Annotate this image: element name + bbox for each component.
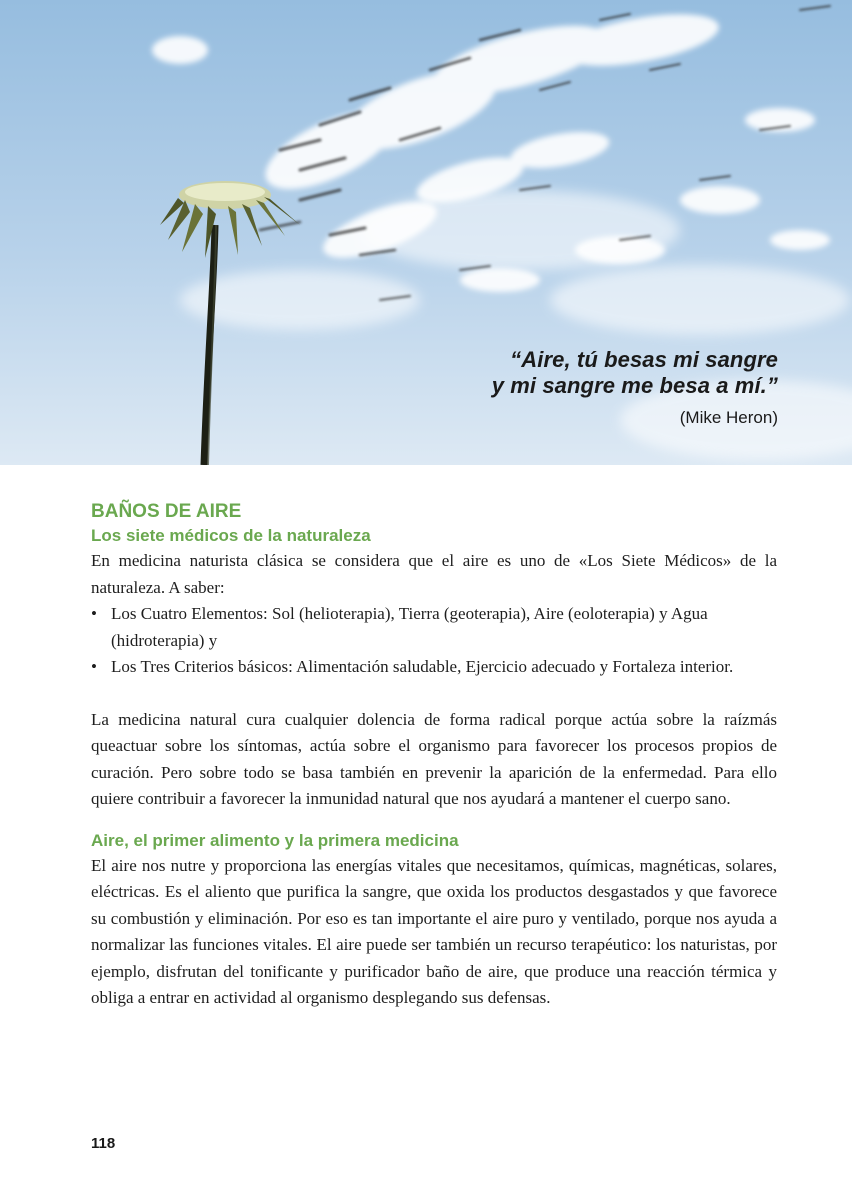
bullet-icon: • — [91, 604, 97, 623]
quote-line-1: “Aire, tú besas mi sangre — [510, 347, 778, 372]
list-item-text: Alimentación saludable, Ejercicio adecuado y Fortaleza interior. — [292, 657, 734, 676]
epigraph-quote — [492, 347, 778, 429]
hero-image — [0, 0, 852, 465]
elements-list — [91, 601, 777, 681]
subtitle-air-first-food: Aire, el primer alimento y la primera medicina — [91, 830, 459, 850]
list-item-term: Los Tres Criterios básicos: — [111, 657, 293, 676]
list-item — [91, 654, 777, 681]
air-paragraph: El aire nos nutre y proporciona las energías vitales que necesitamos, químicas, magnéticas, solares, eléctricas. Es el aliento que purifica la sangre, que oxida los productos desgastados y que favorece su combustión y eliminación. Por eso es tan importante el aire puro y ventilado, porque nos ayuda a normalizar las funciones vitales. El aire puede ser también un recurso terapéutico: los naturistas, por ejemplo, disfrutan del tonificante y purificador baño de aire, que produce una reacción térmica y obliga a entrar en actividad al organismo desplegando sus defensas. — [91, 855, 777, 1007]
section-title: BAÑOS DE AIRE — [91, 501, 242, 522]
list-item — [91, 601, 777, 654]
page-number: 118 — [91, 1135, 116, 1152]
intro-paragraph: En medicina naturista clásica se considera que el aire es uno de «Los Siete Médicos» de la naturaleza. A saber: — [91, 551, 777, 597]
natural-medicine-paragraph: La medicina natural cura cualquier dolencia de forma radical porque actúa sobre la raízmás queactuar sobre los síntomas, actúa sobre el organismo para favorecer los procesos propios de curación. Pero sobre todo se basa también en prevenir la aparición de la enfermedad. Para ello quiere contribuir a favorecer la inmunidad natural que nos ayudará a mantener el cuerpo sano. — [91, 709, 777, 808]
bullet-icon: • — [91, 657, 97, 676]
list-item-term: Los Cuatro Elementos: — [111, 604, 268, 623]
list-item-text: Sol (helioterapia), Tierra (geoterapia), Aire (eoloterapia) y Agua (hidroterapia) y — [111, 604, 708, 650]
quote-line-2: y mi sangre me besa a mí.” — [491, 373, 778, 398]
subtitle-seven-doctors: Los siete médicos de la naturaleza — [91, 526, 371, 545]
quote-author: (Mike Heron) — [679, 408, 778, 427]
main-content — [91, 500, 777, 1012]
